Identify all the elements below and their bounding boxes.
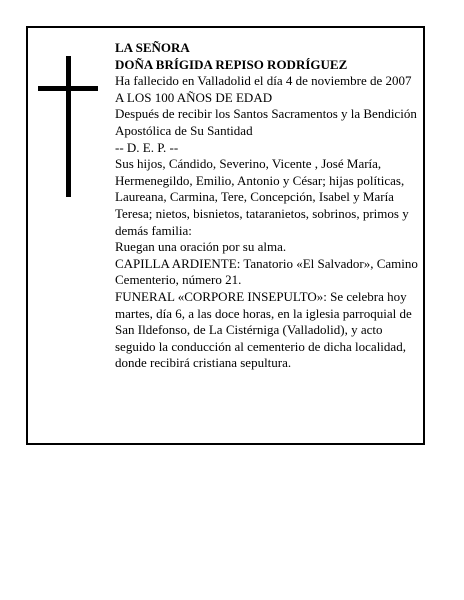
rip-line: -- D. E. P. -- (115, 139, 179, 155)
age-line: A LOS 100 AÑOS DE EDAD (115, 89, 273, 105)
chapel-line: CAPILLA ARDIENTE: Tanatorio «El Salvador», Camino Cementerio, número 21. (115, 255, 418, 288)
sacraments-line: Después de recibir los Santos Sacramentos y la Bendición Apostólica de Su Santidad (115, 106, 417, 138)
death-announcement: Ha fallecido en Valladolid el día 4 de noviembre de 2007 (115, 73, 412, 89)
notice-text (115, 40, 425, 372)
family-line: Sus hijos, Cándido, Severino, Vicente , José María, Hermenegildo, Emilio, Antonio y César; hijas políticas, Laureana, Carmina, Tere, Concepción, Isabel y María Teresa; nietos, bisnietos, tataranietos, sobrinos, primos y demás familia: (115, 156, 409, 238)
notice-heading-name: DOÑA BRÍGIDA REPISO RODRÍGUEZ (115, 56, 348, 72)
funeral-line: FUNERAL «CORPORE INSEPULTO»: Se celebra hoy martes, día 6, a las doce horas, en la iglesia parroquial de San Ildefonso, de La Cistérniga (Valladolid), y acto seguido la conducción al cementerio de dicha localidad, donde recibirá cristiana sepultura. (115, 288, 412, 371)
cross-vertical-bar (66, 56, 71, 197)
obituary-notice (26, 26, 425, 445)
cross-horizontal-bar (38, 86, 98, 91)
prayer-line: Ruegan una oración por su alma. (115, 239, 287, 255)
notice-heading-title: LA SEÑORA (115, 40, 190, 55)
